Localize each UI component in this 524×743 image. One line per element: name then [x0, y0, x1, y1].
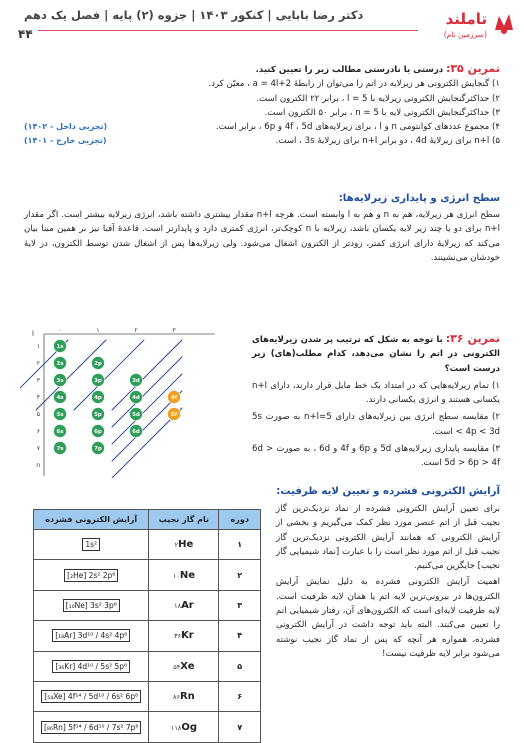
gas-cell — [149, 681, 219, 711]
orbital-label: 6s — [56, 429, 64, 435]
period-cell: ۲ — [219, 560, 261, 590]
table-row — [34, 712, 261, 742]
period-cell: ۳ — [219, 590, 261, 620]
config-cell — [34, 621, 149, 651]
gas-cell — [149, 530, 219, 560]
gas-cell — [149, 560, 219, 590]
orbital-label: 4d — [132, 395, 140, 401]
logo-icon — [491, 10, 517, 36]
exercise-35-item-5-text: ۵) n+l برای زیرلایهٔ 4d ، دو برابر n+l برای زیرلایهٔ 3s ، است. — [275, 136, 500, 147]
logo-subtitle: (سرزمین تام) — [443, 30, 487, 39]
atomic-number: ۱۸ — [174, 601, 182, 610]
orbital-label: 4f — [170, 395, 178, 401]
orbital-label: 4p — [94, 395, 102, 401]
config-value: [₅₄Xe] 4f¹⁴ / 5d¹⁰ / 6s² 6p⁶ — [41, 690, 141, 703]
orbital-label: 5p — [94, 412, 102, 418]
n-tick-label: n — [36, 462, 40, 469]
orbital-label: 1s — [56, 344, 64, 350]
exercise-35-item-3: ۳) حداکثرگنجایش الکترونی لایه با n = 5 ، برابر ۵۰ الکترون است. — [264, 107, 500, 118]
period-cell: ۵ — [219, 651, 261, 681]
config-value: [₂He] 2s² 2p⁶ — [64, 569, 118, 582]
atomic-number: ۵۴ — [173, 662, 181, 671]
config-cell — [34, 651, 149, 681]
exercise-36-item-2: ۲) مقایسه سطح انرژی بین زیرلایه‌های دارای n+l=5 به صورت 5s < 4p < 3d است. — [252, 412, 500, 437]
orbital-label: 4s — [56, 395, 64, 401]
config-value: [₃₆Kr] 4d¹⁰ / 5s² 5p⁶ — [52, 660, 130, 673]
orbital-label: 3p — [94, 378, 102, 384]
valence-paragraph-1: برای تعیین آرایش الکترونی فشرده از نماد نزدیک‌ترین گاز نجیب قبل از اتم عنصر مورد نظر کمک می‌گیریم و بخشی از آرایش الکترونی که همانند آرایش الکترونی نزدیک‌ترین گاز نجیب قبل از اتم مورد نظر است را با عبارت [نماد شیمیایی گاز نجیب] جایگزین می‌کنیم. — [276, 504, 500, 572]
config-value: 1s² — [82, 538, 100, 551]
exercise-36-item-3: ۳) مقایسه پایداری زیرلایه‌های 5d و 6p و 4f و 6d ، به صورت 6d > 5d > 6p > 4f است. — [252, 444, 500, 469]
source-tag-1: (تجربی داخل - ۱۴۰۲) — [24, 122, 108, 132]
orbital-label: 2s — [56, 361, 64, 367]
gas-cell — [149, 621, 219, 651]
valence-section-text — [276, 502, 500, 661]
atomic-number: ۸۶ — [173, 693, 180, 702]
atomic-number: ۲ — [174, 541, 179, 550]
period-cell: ۶ — [219, 681, 261, 711]
n-tick-label: ۷ — [36, 445, 40, 452]
noble-gas-table — [33, 509, 261, 743]
orbital-label: 5s — [56, 412, 64, 418]
n-tick-label: ۱ — [36, 343, 40, 350]
gas-symbol: He — [178, 539, 194, 551]
header-title: دکتر رضا بابایی | کنکور ۱۴۰۳ | جزوه (۲) پایه | فصل یک دهم — [24, 8, 364, 22]
header-divider — [38, 30, 418, 31]
orbital-label: 2p — [94, 361, 102, 367]
l-tick-label: ۳ — [172, 328, 176, 334]
atomic-number: ۱۰ — [172, 571, 180, 580]
gas-symbol: Ar — [181, 599, 194, 611]
table-row — [34, 560, 261, 590]
col-header-config: آرایش الکترونی فشرده — [34, 510, 149, 530]
config-cell — [34, 590, 149, 620]
table-row — [34, 681, 261, 711]
orbital-label: 5f — [170, 412, 178, 418]
energy-section-heading: سطح انرژی و پایداری زیرلایه‌ها: — [338, 193, 500, 204]
exercise-36-item-1: ۱) تمام زیرلایه‌هایی که در امتداد یک خط مایل قرار دارند، دارای n+l یکسانی هستند و انرژی یکسانی دارند. — [252, 380, 500, 406]
n-tick-label: ۳ — [36, 377, 40, 384]
gas-cell — [149, 651, 219, 681]
table-row — [34, 530, 261, 560]
energy-section-paragraph: سطح انرژی هر زیرلایه، هم به n و هم به l وابسته است. هرچه n+l مقدار بیشتری داشته باشد، انرژی زیرلایه بیشتر است. اگر مقدار n+l برای دو یا چند زیر لایه یکسان باشد، زیرلایه با n کوچک‌تر، انرژی کمتری دارد و پایدارتر است. قاعدهٔ آفبا نیز بر همین مبنا بیان می‌کند که زیرلایهٔ دارای انرژی کمتر، زودتر از الکترون اشغال می‌شود. ولی زیرلایه‌ها پس از اشغال شدن توسط الکترون، در لایهٔ خودشان می‌نشینند. — [24, 210, 501, 263]
valence-paragraph-2: اهمیت آرایش الکترونی فشرده به دلیل نمایش آرایش الکترون‌ها در بیرونی‌ترین لایه اتم یا همان لایه ظرفیت است. لایه ظرفیت لایه‌ای است که الکترون‌های آن، رفتار شیمیایی اتم را تعیین می‌کنند. البته باید توجه داشت در آرایش الکترونی فشرده، همواره هر آنچه که پس از نماد گاز نجیب نوشته می‌شود برابر لایه ظرفیت نیست! — [276, 577, 500, 659]
orbital-label: 3d — [132, 378, 140, 384]
orbital-label: 6p — [94, 429, 102, 435]
config-value: [₈₆Rn] 5f¹⁴ / 6d¹⁰ / 7s² 7p⁶ — [41, 721, 141, 734]
l-tick-label: ۱ — [96, 328, 100, 334]
gas-symbol: Og — [181, 721, 197, 733]
logo-text: تاملند — [445, 10, 487, 28]
l-tick-label: ۰ — [58, 328, 62, 334]
orbital-label: 7p — [94, 446, 102, 452]
page-number: ۴۴ — [18, 27, 33, 41]
exercise-35-item-2: ۲) حداکثرگنجایش الکترونی زیرلایه با l = 5 ، برابر ۲۲ الکترون است. — [256, 93, 500, 104]
orbital-label: 6d — [132, 429, 140, 435]
table-header-row — [34, 510, 261, 530]
page-header — [0, 0, 524, 50]
gas-cell — [149, 590, 219, 620]
orbital-label: 3s — [56, 378, 64, 384]
valence-section-heading: آرایش الکترونی فشرده و تعیین لایه ظرفیت: — [276, 486, 500, 497]
table-row — [34, 651, 261, 681]
config-cell — [34, 681, 149, 711]
config-cell — [34, 560, 149, 590]
n-tick-label: ۶ — [36, 428, 40, 435]
period-cell: ۴ — [219, 621, 261, 651]
col-header-period: دوره — [219, 510, 261, 530]
col-header-gas: نام گاز نجیب — [149, 510, 219, 530]
exercise-35-item-4 — [24, 120, 500, 134]
source-tag-2: (تجربی خارج - ۱۴۰۱) — [24, 136, 107, 146]
exercise-35-item-1: ۱) گنجایش الکترونی هر زیرلایه در اتم را می‌توان از رابطهٔ a = 4l+2 ، معیّن کرد. — [208, 79, 500, 90]
l-axis-label: l — [32, 330, 34, 338]
exercise-35-label: تمرین ۳۵: — [445, 62, 500, 75]
exercise-36 — [252, 332, 500, 471]
orbital-label: 5d — [132, 412, 140, 418]
gas-symbol: Xe — [180, 660, 195, 672]
config-cell — [34, 712, 149, 742]
gas-cell — [149, 712, 219, 742]
period-cell: ۱ — [219, 530, 261, 560]
exercise-35-question: درستی یا نادرستی مطالب زیر را تعیین کنید. — [255, 65, 444, 75]
atomic-number: ۱۱۸ — [170, 723, 182, 732]
n-tick-label: ۴ — [36, 394, 40, 401]
aufbau-diagram — [20, 328, 220, 478]
exercise-35-item-5 — [24, 134, 500, 148]
exercise-35 — [24, 62, 500, 149]
atomic-number: ۳۶ — [174, 632, 182, 641]
exercise-36-question: با توجه به شکل که ترتیب پر شدن زیرلایه‌های الکترونی در اتم را نشان می‌دهد، کدام مطلب(های) زیر درست است؟ — [252, 335, 500, 374]
n-tick-label: ۲ — [36, 360, 40, 367]
exercise-35-item-4-text: ۴) مجموع عددهای کوانتومی n و l ، برای زیرلایه‌های 4f ، 5d و 6p ، برابر است. — [215, 122, 500, 133]
gas-symbol: Rn — [179, 691, 195, 703]
n-tick-label: ۵ — [36, 411, 40, 418]
gas-symbol: Ne — [179, 569, 195, 581]
table-row — [34, 621, 261, 651]
config-cell — [34, 530, 149, 560]
exercise-36-label: تمرین ۳۶: — [445, 332, 500, 345]
config-value: [₁₀Ne] 3s² 3p⁶ — [63, 599, 120, 612]
brand-logo — [432, 8, 517, 44]
period-cell: ۷ — [219, 712, 261, 742]
table-row — [34, 590, 261, 620]
gas-symbol: Kr — [181, 630, 194, 642]
orbital-label: 7s — [56, 446, 64, 452]
config-value: [₁₈Ar] 3d¹⁰ / 4s² 4p⁶ — [52, 629, 130, 642]
l-tick-label: ۲ — [134, 328, 138, 334]
